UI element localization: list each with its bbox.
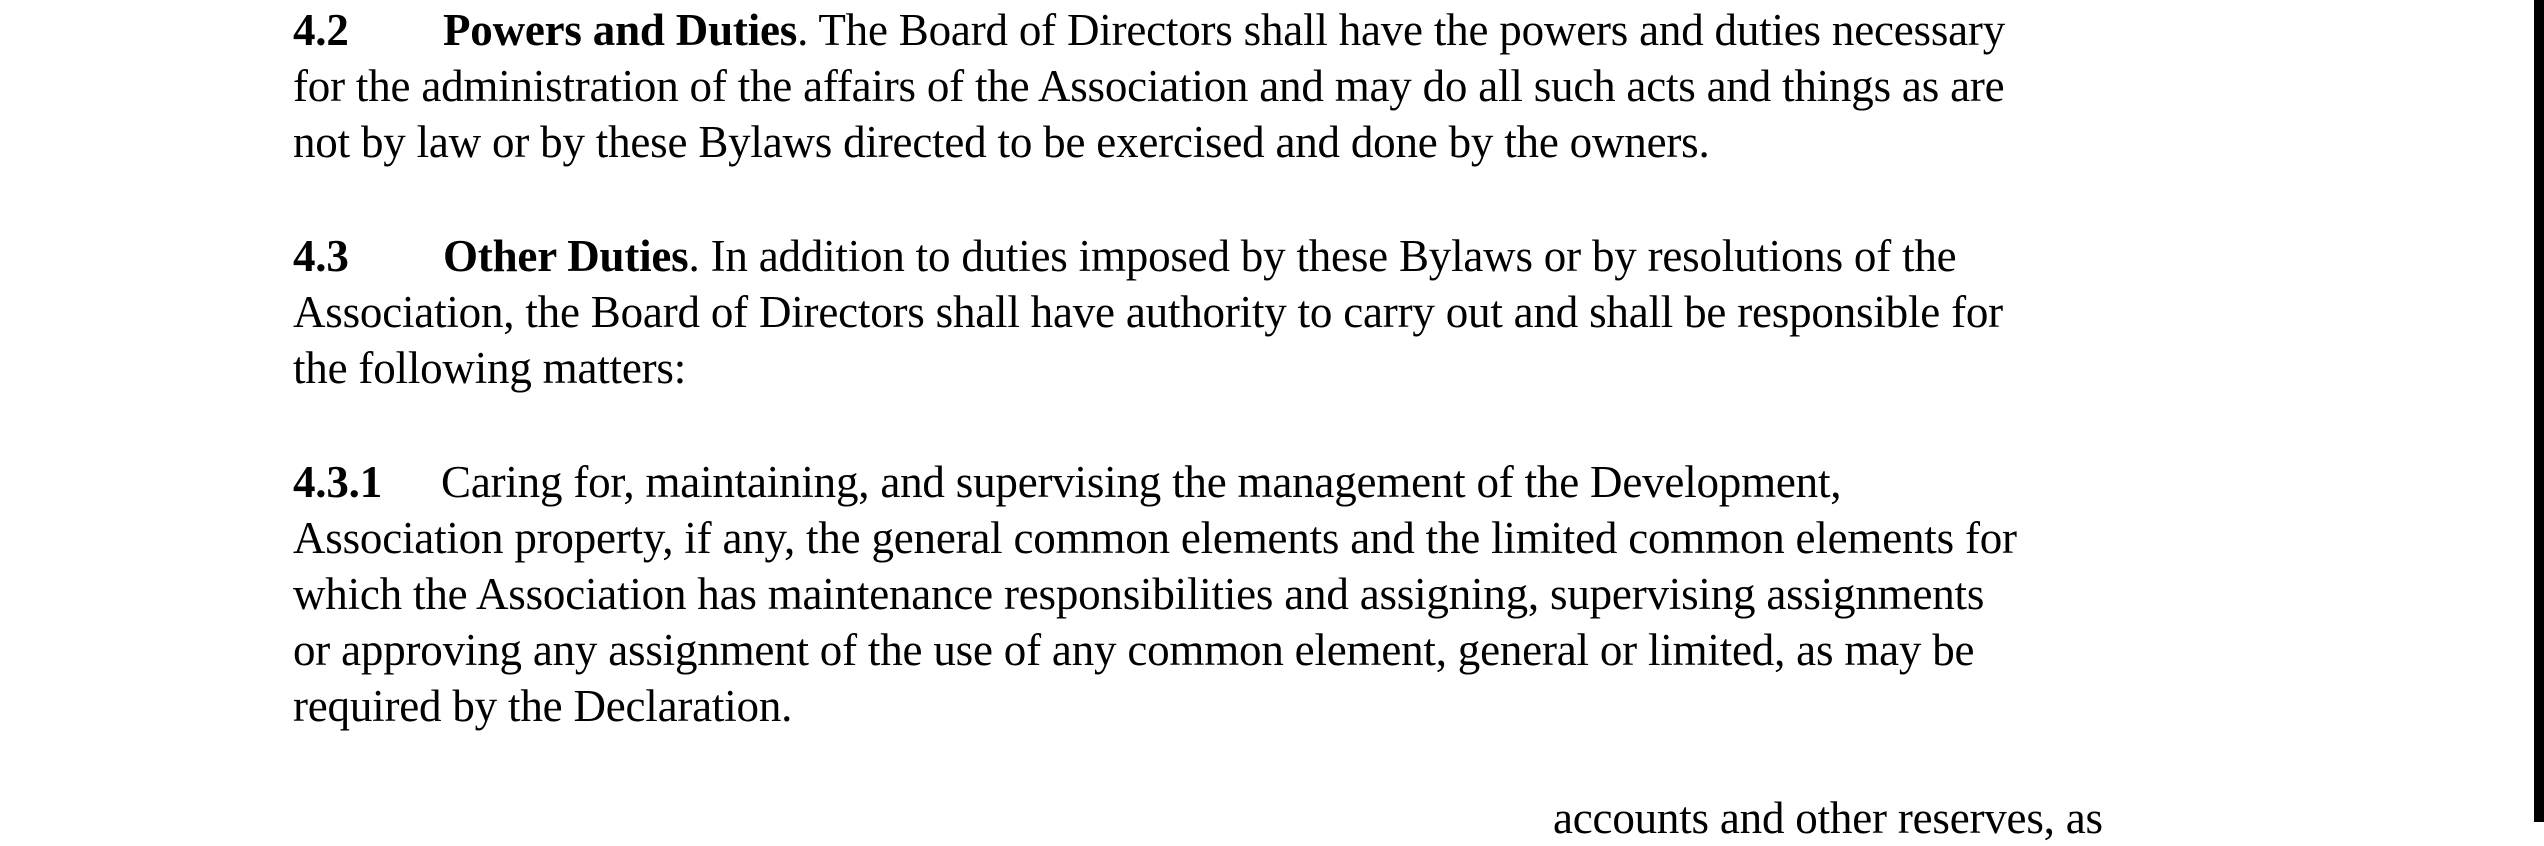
- section-text-line: the following matters:: [293, 343, 687, 393]
- section-text-line: for the administration of the affairs of the Association and may do all such acts and things as are: [293, 61, 2005, 111]
- section-text: . The Board of Directors shall have the powers and duties necessary: [797, 5, 2005, 55]
- section-number: 4.2: [293, 5, 349, 55]
- section-text-line: which the Association has maintenance responsibilities and assigning, supervising assignments: [293, 569, 1985, 619]
- section-4-3: [293, 228, 2253, 396]
- section-number: 4.3.1: [293, 457, 383, 507]
- section-text: Caring for, maintaining, and supervising the management of the Development,: [441, 457, 1842, 507]
- partial-text-line: accounts and other reserves, as: [1553, 793, 2103, 843]
- section-text-line: or approving any assignment of the use of any common element, general or limited, as may be: [293, 625, 1975, 675]
- section-4-2-line-1: [293, 2, 2253, 58]
- section-4-2: [293, 2, 2253, 170]
- section-4-3-1-line-1: [293, 454, 2253, 510]
- section-number: 4.3: [293, 231, 349, 281]
- section-text-line: Association, the Board of Directors shall have authority to carry out and shall be responsible for: [293, 287, 2003, 337]
- section-4-3-1: [293, 454, 2253, 734]
- section-heading: Other Duties: [443, 231, 689, 281]
- section-text-line: Association property, if any, the general common elements and the limited common elements for: [293, 513, 2017, 563]
- page-edge-border: [2534, 0, 2544, 822]
- section-4-3-line-1: [293, 228, 2253, 284]
- section-4-3-2-partial: [293, 790, 2253, 846]
- section-text-line: not by law or by these Bylaws directed to be exercised and done by the owners.: [293, 117, 1710, 167]
- section-text: . In addition to duties imposed by these Bylaws or by resolutions of the: [688, 231, 1957, 281]
- section-text-line: required by the Declaration.: [293, 681, 793, 731]
- section-heading: Powers and Duties: [443, 5, 798, 55]
